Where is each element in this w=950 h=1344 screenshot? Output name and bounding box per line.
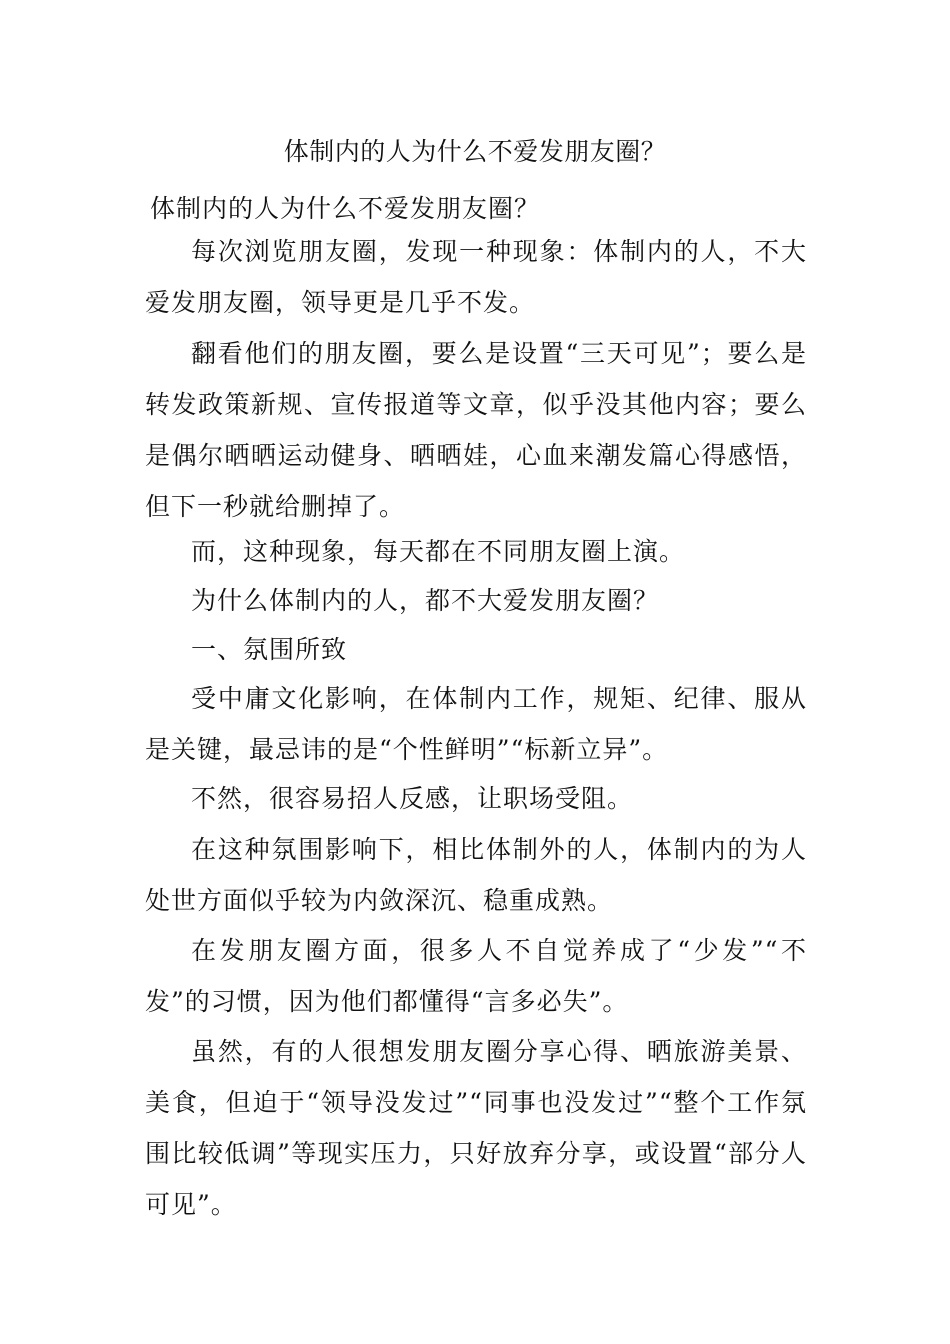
paragraph-9: 虽然，有的人很想发朋友圈分享心得、晒旅游美景、美食，但迫于“领导没发过”“同事也没发过”“整个工作氛围比较低调”等现实压力，只好放弃分享，或设置“部分人可见”。 xyxy=(145,1037,807,1219)
paragraph-8: 在发朋友圈方面，很多人不自觉养成了“少发”“不发”的习惯，因为他们都懂得“言多必失”。 xyxy=(145,936,807,1016)
paragraph-7: 在这种氛围影响下，相比体制外的人，体制内的为人处世方面似乎较为内敛深沉、稳重成熟。 xyxy=(145,835,807,915)
paragraph-2: 翻看他们的朋友圈，要么是设置“三天可见”；要么是转发政策新规、宣传报道等文章，似乎没其他内容；要么是偶尔晒晒运动健身、晒晒娃，心血来潮发篇心得感悟，但下一秒就给删掉了。 xyxy=(145,339,807,521)
document-title: 体制内的人为什么不爱发朋友圈？ xyxy=(283,137,667,166)
section-heading-1: 一、氛围所致 xyxy=(191,635,348,664)
paragraph-1: 每次浏览朋友圈，发现一种现象：体制内的人，不大爱发朋友圈，领导更是几乎不发。 xyxy=(145,237,807,317)
paragraph-6: 不然，很容易招人反感，让职场受阻。 xyxy=(191,784,634,813)
document-subtitle: 体制内的人为什么不爱发朋友圈？ xyxy=(150,194,541,223)
paragraph-4: 为什么体制内的人，都不大爱发朋友圈？ xyxy=(191,586,660,615)
paragraph-5: 受中庸文化影响，在体制内工作，规矩、纪律、服从是关键，最忌讳的是“个性鲜明”“标新立异”。 xyxy=(145,684,807,764)
paragraph-3: 而，这种现象，每天都在不同朋友圈上演。 xyxy=(191,537,686,566)
